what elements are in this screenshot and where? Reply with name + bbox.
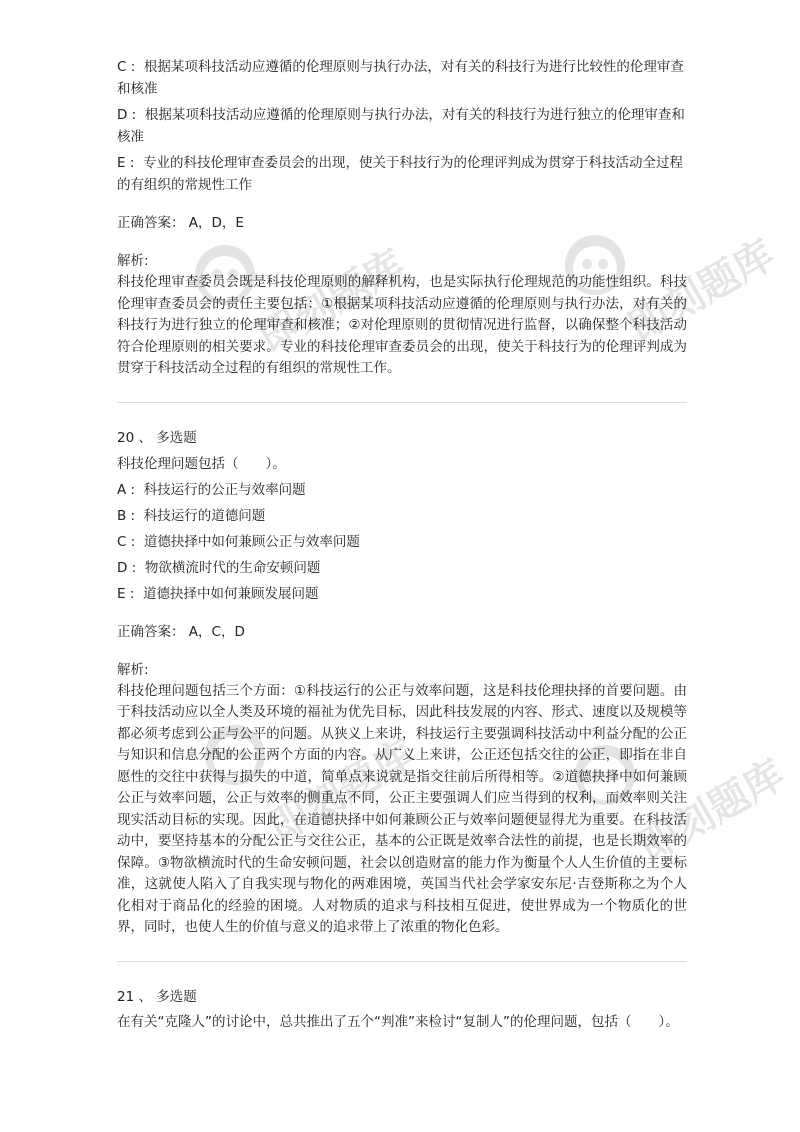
option-text: 根据某项科技活动应遵循的伦理原则与执行办法，对有关的科技行为进行独立的伦理审查和核准 — [117, 107, 685, 145]
option-text: 道德抉择中如何兼顾公正与效率问题 — [143, 533, 360, 550]
watermark-text: 即刻题库 — [260, 731, 423, 852]
option-key: B : — [117, 507, 136, 524]
option-c — [117, 531, 687, 553]
document-page — [117, 56, 687, 1033]
watermark-text: 即刻题库 — [250, 241, 413, 362]
analysis-label: 解析: — [117, 661, 149, 678]
analysis-text: 科技伦理问题包括三个方面：①科技运行的公正与效率问题，这是科技伦理抉择的首要问题。由于科技活动应以全人类及环境的福祉为优先目标，因此科技发展的内容、形式、速度以及规模等都必须考虑到公正与公平的问题。从狭义上来讲，科技运行主要强调科技活动中利益分配的公正与知识和信息分配的公正两个方面的内容。从广义上来讲，公正还包括交往的公正，即指在非自愿性的交往中获得与损失的中道，简单点来说就是指交往前后所得相等。②道德抉择中如何兼顾公正与效率问题，公正与效率的侧重点不同，公正主要强调人们应当得到的权利，而效率则关注现实活动目标的实现。因此，在道德抉择中如何兼顾公正与效率问题便显得尤为重要。在科技活动中，要坚持基本的分配公正与交往公正，基本的公正既是效率合法性的前提，也是长期效率的保障。③物欲横流时代的生命安顿问题，社会以创造财富的能力作为衡量个人人生价值的主要标准，这就使人陷入了自我实现与物化的两难困境，英国当代社会学家安东尼·吉登斯称之为个人化相对于商品化的经验的困境。人对物质的追求与科技相互促进，使世界成为一个物质化的世界，同时，也使人生的价值与意义的追求带上了浓重的物化色彩。 — [117, 682, 687, 935]
option-text: 科技运行的公正与效率问题 — [143, 481, 306, 498]
option-a — [117, 479, 687, 501]
option-text: 物欲横流时代的生命安顿问题 — [144, 559, 321, 576]
option-d — [117, 557, 687, 579]
analysis-text: 科技伦理审查委员会既是科技伦理原则的解释机构，也是实际执行伦理规范的功能性组织。科技伦理审查委员会的责任主要包括：①根据某项科技活动应遵循的伦理原则与执行办法，对有关的科技行为进行独立的伦理审查和核准；②对伦理原则的贯彻情况进行监督，以确保整个科技活动符合伦理原则的相关要求。专业的科技伦理审查委员会的出现，使关于科技行为的伦理评判成为贯穿于科技活动全过程的有组织的常规性工作。 — [117, 274, 687, 376]
correct-answer: 正确答案： A，D，E — [117, 215, 244, 231]
option-e — [117, 152, 687, 196]
question-header: 21 、 多选题 — [117, 988, 197, 1005]
analysis-label: 解析: — [117, 253, 149, 269]
option-e — [117, 583, 687, 605]
watermark-text: 即刻题库 — [630, 751, 793, 872]
option-text: 道德抉择中如何兼顾发展问题 — [142, 585, 319, 602]
divider — [117, 402, 687, 403]
option-key: E : — [117, 585, 135, 602]
option-key: C : — [117, 59, 136, 75]
option-d — [117, 104, 687, 148]
divider — [117, 961, 687, 962]
option-key: C : — [117, 533, 136, 550]
question-20 — [117, 427, 687, 939]
question-21 — [117, 986, 687, 1034]
option-text: 专业的科技伦理审查委员会的出现，使关于科技行为的伦理评判成为贯穿于科技活动全过程的有组织的常规性工作 — [117, 155, 683, 193]
question-19-tail — [117, 56, 687, 380]
option-text: 科技运行的道德问题 — [143, 507, 266, 524]
watermark-text: 即刻题库 — [620, 231, 783, 352]
option-key: D : — [117, 559, 137, 576]
option-c — [117, 56, 687, 100]
correct-answer: 正确答案： A，C，D — [117, 623, 245, 640]
question-stem: 在有关“克隆人”的讨论中，总共推出了五个“判准”来检讨“复制人”的伦理问题，包括（ ）。 — [117, 1013, 679, 1030]
option-key: D : — [117, 107, 137, 123]
question-header: 20 、 多选题 — [117, 429, 197, 446]
question-stem: 科技伦理问题包括（ ）。 — [117, 455, 286, 472]
option-key: E : — [117, 155, 135, 171]
option-key: A : — [117, 481, 136, 498]
option-text: 根据某项科技活动应遵循的伦理原则与执行办法，对有关的科技行为进行比较性的伦理审查和核准 — [117, 59, 684, 97]
option-b — [117, 505, 687, 527]
